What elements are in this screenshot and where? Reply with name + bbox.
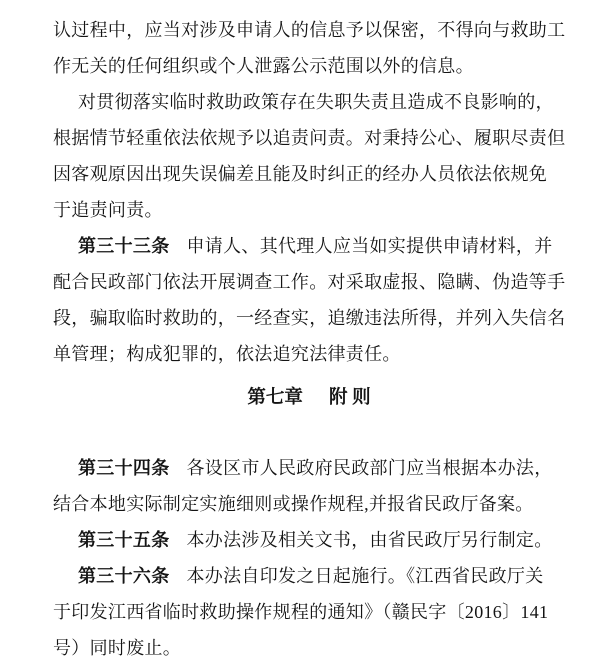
text-line <box>53 264 565 300</box>
chapter-number: 第七章 <box>247 388 303 408</box>
line-text: 申请人、其代理人应当如实提供申请材料，并 <box>186 236 553 256</box>
text-line-article-35 <box>53 522 565 558</box>
text-line <box>53 48 565 84</box>
text-column <box>53 12 565 666</box>
text-line <box>53 192 565 228</box>
line-text: 段，骗取临时救助的，一经查实，追缴违法所得，并列入失信名 <box>53 308 566 328</box>
text-line <box>53 156 565 192</box>
line-text: 配合民政部门依法开展调查工作。对采取虚报、隐瞒、伪造等手 <box>53 272 566 292</box>
line-text: 根据情节轻重依法依规予以追责问责。对秉持公心、履职尽责但 <box>53 128 566 148</box>
text-line <box>53 630 565 666</box>
chapter-title: 附 则 <box>328 388 371 408</box>
text-line <box>53 12 565 48</box>
line-text: 于印发江西省临时救助操作规程的通知》（赣民字〔2016〕141 <box>53 602 549 622</box>
line-text: 本办法自印发之日起施行。《江西省民政厅关 <box>186 566 544 586</box>
article-number-label: 第三十四条 <box>78 458 170 478</box>
line-text: 因客观原因出现失误偏差且能及时纠正的经办人员依法依规免 <box>53 164 548 184</box>
line-text: 认过程中，应当对涉及申请人的信息予以保密，不得向与救助工 <box>53 20 566 40</box>
text-line-article-34 <box>53 450 565 486</box>
line-text: 本办法涉及相关文书，由省民政厅另行制定。 <box>186 530 553 550</box>
text-line <box>53 84 565 120</box>
article-number-label: 第三十三条 <box>78 236 170 256</box>
text-line <box>53 486 565 522</box>
text-line <box>53 594 565 630</box>
line-text: 于追责问责。 <box>53 200 163 220</box>
article-number-label: 第三十五条 <box>78 530 170 550</box>
line-text: 结合本地实际制定实施细则或操作规程,并报省民政厅备案。 <box>53 494 534 514</box>
line-text: 作无关的任何组织或个人泄露公示范围以外的信息。 <box>53 56 474 76</box>
line-text: 号）同时废止。 <box>53 638 182 658</box>
line-text: 对贯彻落实临时救助政策存在失职失责且造成不良影响的， <box>78 92 554 112</box>
line-text: 各设区市人民政府民政部门应当根据本办法， <box>186 458 553 478</box>
text-line <box>53 120 565 156</box>
blank-line-spacer <box>53 416 565 450</box>
line-text: 单管理；构成犯罪的，依法追究法律责任。 <box>53 344 401 364</box>
article-number-label: 第三十六条 <box>78 566 170 586</box>
chapter-heading <box>53 380 565 416</box>
text-line-article-36 <box>53 558 565 594</box>
text-line <box>53 300 565 336</box>
text-line-article-33 <box>53 228 565 264</box>
text-line <box>53 336 565 372</box>
